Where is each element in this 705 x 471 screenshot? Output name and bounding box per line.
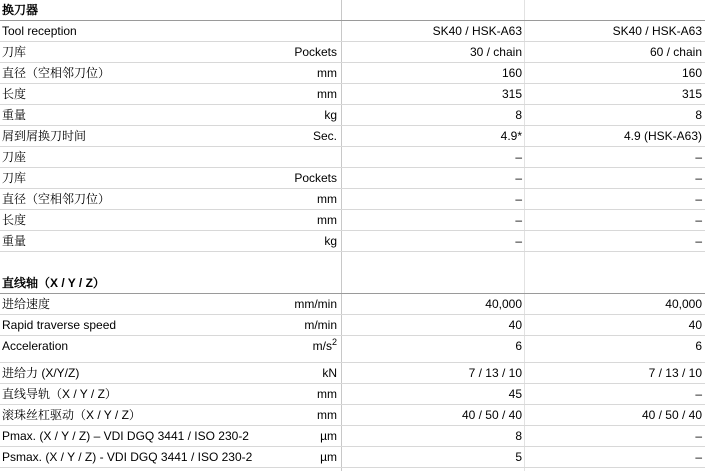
row-label: 屑到屑换刀时间 xyxy=(2,129,87,143)
table-row xyxy=(0,447,705,468)
value-model-1: SK40 / HSK-A63 xyxy=(432,24,522,38)
unit-text: µm xyxy=(320,429,337,443)
unit-text: kg xyxy=(324,108,337,122)
table-row xyxy=(0,315,705,336)
value-model-1: 40 / 50 / 40 xyxy=(461,408,522,422)
value-model-1: 315 xyxy=(501,87,522,101)
unit-text: µm xyxy=(320,450,337,464)
unit-text: Sec. xyxy=(312,129,337,143)
row-unit xyxy=(304,315,337,335)
table-row xyxy=(0,126,705,147)
row-label: 直径（空相邻刀位） xyxy=(2,192,111,206)
value-model-1: 7 / 13 / 10 xyxy=(468,366,522,380)
value-model-2: – xyxy=(695,171,702,185)
row-label: 进给力 (X/Y/Z) xyxy=(2,366,80,380)
row-unit xyxy=(320,447,337,467)
row-unit xyxy=(317,84,337,104)
unit-text: Pockets xyxy=(294,45,337,59)
row-label: Tool reception xyxy=(2,24,77,38)
row-label: 直径（空相邻刀位） xyxy=(2,66,111,80)
value-model-1: 8 xyxy=(515,108,522,122)
value-model-1: 30 / chain xyxy=(469,45,522,59)
row-unit xyxy=(313,336,337,356)
value-model-1: 40,000 xyxy=(485,297,522,311)
row-label: Pmax. (X / Y / Z) – VDI DGQ 3441 / ISO 230-2 xyxy=(2,429,249,443)
unit-text: Pockets xyxy=(294,171,337,185)
row-unit xyxy=(317,405,337,425)
row-unit xyxy=(317,189,337,209)
value-model-2: – xyxy=(695,387,702,401)
row-label: 滚珠丝杠驱动（X / Y / Z） xyxy=(2,408,141,422)
unit-text: mm xyxy=(317,387,337,401)
unit-text: m/s xyxy=(312,339,332,353)
row-unit xyxy=(317,210,337,230)
value-model-1: – xyxy=(515,213,522,227)
unit-text: mm xyxy=(317,66,337,80)
unit-text: kN xyxy=(322,366,337,380)
table-row xyxy=(0,21,705,42)
value-model-2: 315 xyxy=(681,87,702,101)
table-row xyxy=(0,168,705,189)
row-unit xyxy=(294,168,337,188)
row-unit xyxy=(294,42,337,62)
value-model-1: – xyxy=(515,150,522,164)
table-row xyxy=(0,147,705,168)
table-row xyxy=(0,105,705,126)
unit-text: kg xyxy=(324,234,337,248)
value-model-2: – xyxy=(695,450,702,464)
row-label: 重量 xyxy=(2,234,27,248)
value-model-1: 40 xyxy=(508,318,522,332)
value-model-2: – xyxy=(695,213,702,227)
value-model-1: 5 xyxy=(515,450,522,464)
table-row xyxy=(0,84,705,105)
value-model-1: 6 xyxy=(515,339,522,353)
table-row xyxy=(0,363,705,384)
value-model-2: 40 xyxy=(688,318,702,332)
row-unit xyxy=(294,294,337,314)
row-label: Psmax. (X / Y / Z) - VDI DGQ 3441 / ISO 230-2 xyxy=(2,450,253,464)
unit-text: m/min xyxy=(304,318,337,332)
value-model-1: 160 xyxy=(501,66,522,80)
row-unit xyxy=(313,126,337,146)
value-model-1: – xyxy=(515,192,522,206)
table-row xyxy=(0,42,705,63)
section-title: 直线轴（X / Y / Z） xyxy=(2,276,105,290)
value-model-1: 8 xyxy=(515,429,522,443)
section-title-row xyxy=(0,273,705,294)
row-label: 重量 xyxy=(2,108,27,122)
table-row xyxy=(0,405,705,426)
value-model-2: – xyxy=(695,429,702,443)
value-model-2: 60 / chain xyxy=(649,45,702,59)
value-model-2: – xyxy=(695,234,702,248)
value-model-2: 7 / 13 / 10 xyxy=(648,366,702,380)
section-title: 换刀器 xyxy=(2,3,39,17)
value-model-1: – xyxy=(515,171,522,185)
table-row xyxy=(0,231,705,252)
value-model-2: – xyxy=(695,150,702,164)
row-label: 直线导轨（X / Y / Z） xyxy=(2,387,117,401)
row-label: 刀库 xyxy=(2,171,27,185)
row-unit xyxy=(324,105,337,125)
row-label: 长度 xyxy=(2,87,27,101)
table-row xyxy=(0,426,705,447)
value-model-1: 45 xyxy=(508,387,522,401)
row-label: 进给速度 xyxy=(2,297,51,311)
value-model-2: 8 xyxy=(695,108,702,122)
row-unit xyxy=(317,63,337,83)
unit-text: mm xyxy=(317,192,337,206)
row-label: Rapid traverse speed xyxy=(2,318,117,332)
unit-text: mm/min xyxy=(294,297,337,311)
unit-text: mm xyxy=(317,408,337,422)
row-unit xyxy=(317,384,337,404)
value-model-1: 4.9* xyxy=(500,129,522,143)
unit-text: mm xyxy=(317,87,337,101)
unit-superscript: 2 xyxy=(331,337,337,347)
row-label: Acceleration xyxy=(2,339,69,353)
section-spacer xyxy=(0,252,705,273)
table-row xyxy=(0,63,705,84)
unit-text: mm xyxy=(317,213,337,227)
value-model-2: 40 / 50 / 40 xyxy=(641,408,702,422)
row-unit xyxy=(324,231,337,251)
value-model-2: 4.9 (HSK-A63) xyxy=(623,129,702,143)
value-model-2: 160 xyxy=(681,66,702,80)
row-label: 长度 xyxy=(2,213,27,227)
value-model-2: SK40 / HSK-A63 xyxy=(612,24,702,38)
row-unit xyxy=(320,426,337,446)
table-row xyxy=(0,210,705,231)
row-unit xyxy=(322,363,337,383)
value-model-1: – xyxy=(515,234,522,248)
table-row xyxy=(0,336,705,363)
table-row xyxy=(0,294,705,315)
value-model-2: 6 xyxy=(695,339,702,353)
row-label: 刀库 xyxy=(2,45,27,59)
table-row xyxy=(0,384,705,405)
value-model-2: 40,000 xyxy=(665,297,702,311)
value-model-2: – xyxy=(695,192,702,206)
table-row xyxy=(0,189,705,210)
section-title-row xyxy=(0,0,705,21)
row-label: 刀座 xyxy=(2,150,27,164)
